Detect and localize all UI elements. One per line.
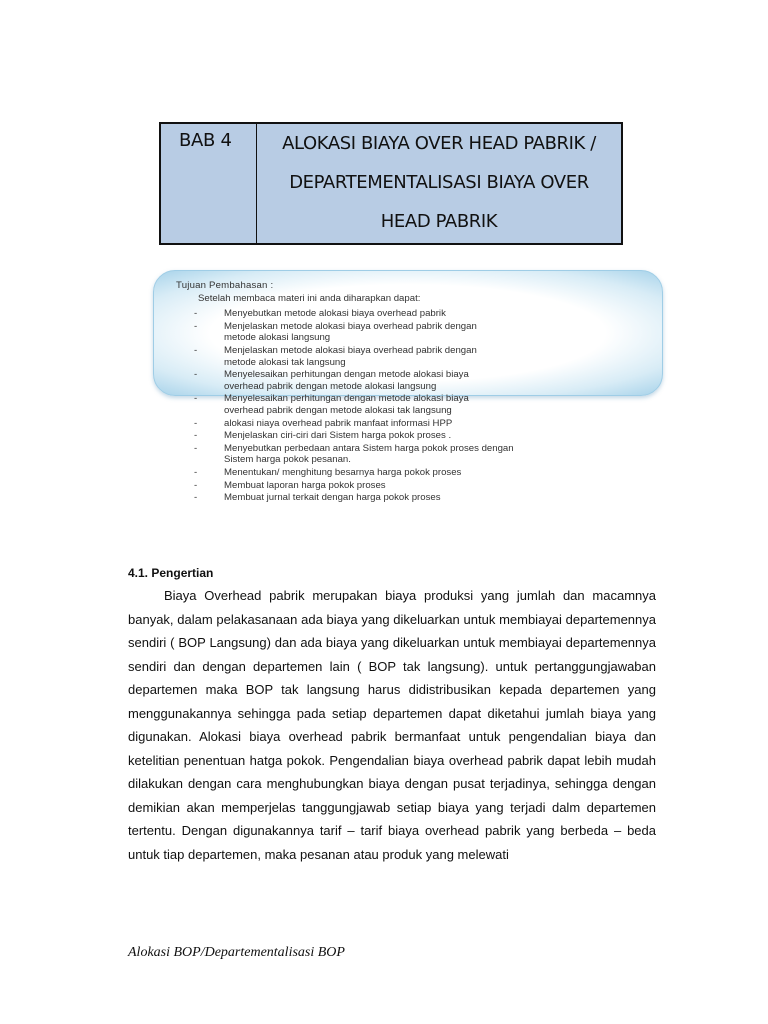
objective-item [176,393,616,416]
page-footer: Alokasi BOP/Departementalisasi BOP [128,945,345,960]
objectives-heading: Tujuan Pembahasan : [176,280,274,291]
objective-item-line: overhead pabrik dengan metode alokasi tak langsung [224,404,452,416]
objective-item [176,480,616,492]
chapter-title-line: HEAD PABRIK [380,211,498,232]
objective-item-line: Menjelaskan metode alokasi biaya overhead pabrik dengan [224,344,477,356]
objective-item-line: Menjelaskan ciri-ciri dari Sistem harga pokok proses . [224,430,452,442]
bullet-dash-icon: - [194,430,198,442]
chapter-title [257,124,621,243]
objective-item-line: Menentukan/ menghitung besarnya harga pokok proses [224,466,462,478]
objective-item-line: alokasi niaya overhead pabrik manfaat informasi HPP [224,417,453,429]
objective-item-line: Menyebutkan metode alokasi biaya overhead pabrik [224,308,446,320]
body-paragraph: Biaya Overhead pabrik merupakan biaya produksi yang jumlah dan macamnya banyak, dalam pelakasanaan ada biaya yang dikeluarkan untuk membiayai departemennya sendiri ( BOP Langsung) dan ada biaya yang dikeluarkan untuk membiayai departemennya sendiri dan dengan departemen lain ( BOP tak langsung). untuk pertanggungjawaban departemen maka BOP tak langsung harus didistribusikan kepada departemen yang menggunakannya sehingga pada setiap departemen dapat diketahui jumlah biaya yang digunakan. Alokasi biaya overhead pabrik bermanfaat untuk pengendalian biaya dan ketelitian penentuan hatga pokok. Pengendalian biaya overhead pabrik dapat lebih mudah dilakukan dengan cara menghubungkan biaya dengan pusat terjadinya, sehingga dengan demikian akan memperjelas tanggungjawab setiap biaya yang terjadi dalm departemen tertentu. Dengan digunakannya tarif – tarif biaya overhead pabrik yang berbeda – beda untuk tiap departemen, maka pesanan atau produk yang melewati [128,588,656,862]
section-heading: 4.1. Pengertian [128,566,214,580]
chapter-number: BAB 4 [161,124,257,243]
objective-item [176,369,616,392]
objective-item-line: Menjelaskan metode alokasi biaya overhead pabrik dengan [224,320,477,332]
chapter-title-line: DEPARTEMENTALISASI BIAYA OVER [289,172,589,193]
objective-item [176,321,616,344]
objective-item-line: metode alokasi tak langsung [224,356,346,368]
bullet-dash-icon: - [194,369,198,381]
objective-item [176,492,616,504]
objective-item-line: metode alokasi langsung [224,332,331,344]
objectives-list [176,308,616,504]
objective-item-line: Membuat jurnal terkait dengan harga pokok proses [224,492,441,504]
objective-item [176,443,616,466]
objective-item-line: Menyebutkan perbedaan antara Sistem harga pokok proses dengan [224,442,514,454]
objectives-intro: Setelah membaca materi ini anda diharapkan dapat: [198,292,421,304]
objective-item [176,345,616,368]
bullet-dash-icon: - [194,308,198,320]
chapter-header-box [159,122,623,245]
objective-item [176,308,616,320]
objective-item-line: Menyelesaikan perhitungan dengan metode alokasi biaya [224,393,469,405]
objective-item-line: Sistem harga pokok pesanan. [224,454,351,466]
bullet-dash-icon: - [194,466,198,478]
bullet-dash-icon: - [194,479,198,491]
bullet-dash-icon: - [194,442,198,454]
bullet-dash-icon: - [194,417,198,429]
bullet-dash-icon: - [194,344,198,356]
chapter-title-line: ALOKASI BIAYA OVER HEAD PABRIK / [282,133,596,154]
objective-item-line: overhead pabrik dengan metode alokasi langsung [224,380,437,392]
objective-item-line: Menyelesaikan perhitungan dengan metode alokasi biaya [224,369,469,381]
bullet-dash-icon: - [194,393,198,405]
objectives-block [176,280,616,505]
objective-item [176,430,616,442]
bullet-dash-icon: - [194,320,198,332]
objective-item [176,418,616,430]
objective-item-line: Membuat laporan harga pokok proses [224,479,386,491]
bullet-dash-icon: - [194,492,198,504]
objective-item [176,467,616,479]
